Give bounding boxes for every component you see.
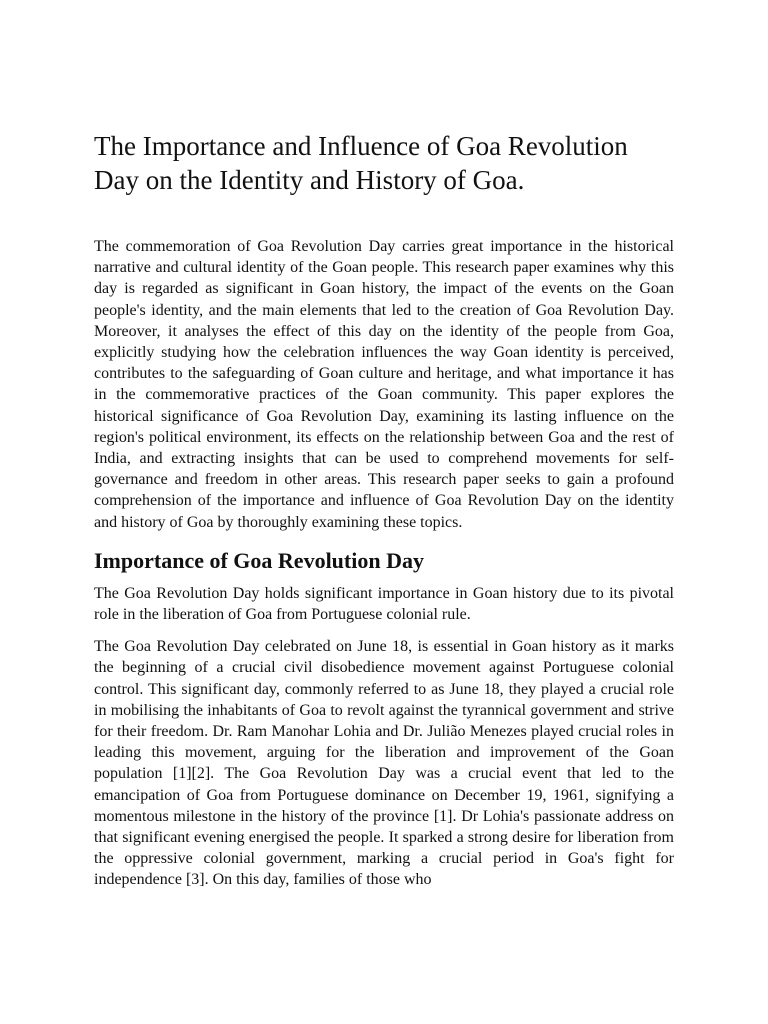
intro-paragraph: The commemoration of Goa Revolution Day carries great importance in the historical narrative and cultural identity of the Goan people. This research paper examines why this day is regarded as significant in Goan history, the impact of the events on the Goan people's identity, and the main elements that led to the creation of Goa Revolution Day. Moreover, it analyses the effect of this day on the identity of the people from Goa, explicitly studying how the celebration influences the way Goan identity is perceived, contributes to the safeguarding of Goan culture and heritage, and what importance it has in the commemorative practices of the Goan community. This paper explores the historical significance of Goa Revolution Day, examining its lasting influence on the region's political environment, its effects on the relationship between Goa and the rest of India, and extracting insights that can be used to comprehend movements for self-governance and freedom in other areas. This research paper seeks to gain a profound comprehension of the importance and influence of Goa Revolution Day on the identity and history of Goa by thoroughly examining these topics. (94, 238, 674, 531)
document-page (94, 0, 674, 891)
section-paragraph-2: The Goa Revolution Day celebrated on June 18, is essential in Goan history as it marks the beginning of a crucial civil disobedience movement against Portuguese colonial control. This significant day, commonly referred to as June 18, they played a crucial role in mobilising the inhabitants of Goa to revolt against the tyrannical government and strive for their freedom. Dr. Ram Manohar Lohia and Dr. Julião Menezes played crucial roles in leading this movement, arguing for the liberation and improvement of the Goan population [1][2]. The Goa Revolution Day was a crucial event that led to the emancipation of Goa from Portuguese dominance on December 19, 1961, signifying a momentous milestone in the history of the province [1]. Dr Lohia's passionate address on that significant evening energised the people. It sparked a strong desire for liberation from the oppressive colonial government, marking a crucial period in Goa's fight for independence [3]. On this day, families of those who (94, 638, 674, 889)
section-heading: Importance of Goa Revolution Day (94, 547, 424, 573)
document-title: The Importance and Influence of Goa Revolution Day on the Identity and History of Goa. (94, 131, 628, 195)
section-paragraph-1: The Goa Revolution Day holds significant importance in Goan history due to its pivotal role in the liberation of Goa from Portuguese colonial rule. (94, 584, 674, 624)
